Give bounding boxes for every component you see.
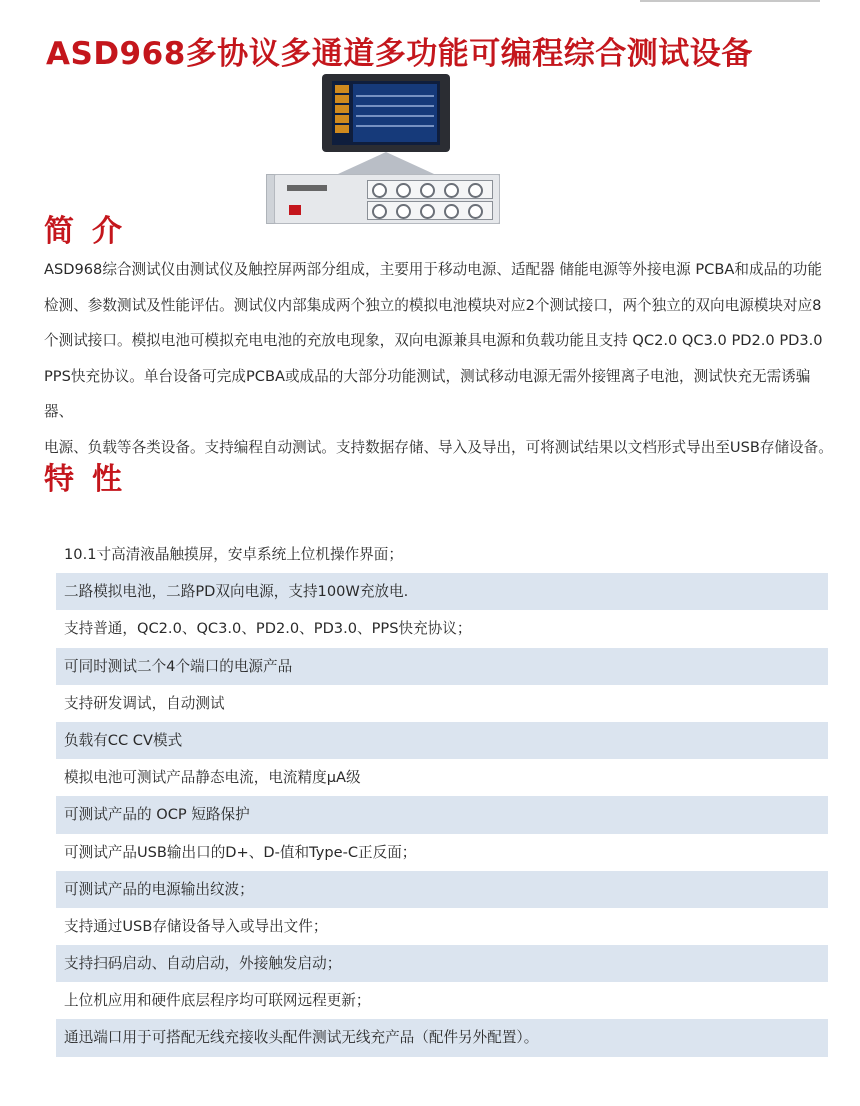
feature-item: 可同时测试二个4个端口的电源产品: [56, 648, 828, 685]
features-list: [56, 536, 828, 1057]
intro-line: PPS快充协议。单台设备可完成PCBA或成品的大部分功能测试，测试移动电源无需外接锂离子电池，测试快充无需诱骗器、: [44, 367, 811, 420]
feature-item: 可测试产品的 OCP 短路保护: [56, 796, 828, 833]
monitor-screen: [332, 81, 440, 145]
tester-chassis: [274, 174, 500, 224]
feature-item: 上位机应用和硬件底层程序均可联网远程更新；: [64, 992, 371, 1010]
feature-item: 支持普通，QC2.0、QC3.0、PD2.0、PD3.0、PPS快充协议；: [64, 620, 472, 638]
touchscreen-monitor: [322, 74, 450, 152]
top-divider: [640, 0, 820, 2]
page-title: ASD968多协议多通道多功能可编程综合测试设备: [46, 36, 753, 72]
brand-plate: [287, 185, 327, 191]
feature-item: 负载有CC CV模式: [56, 722, 828, 759]
intro-paragraph: [44, 252, 836, 465]
power-switch: [289, 205, 301, 215]
feature-item: 支持研发调试，自动测试: [64, 694, 225, 712]
device-illustration: [266, 74, 498, 224]
feature-item: 通迅端口用于可搭配无线充接收头配件测试无线充产品（配件另外配置）。: [56, 1019, 828, 1056]
port-panel-top: [367, 180, 493, 199]
port-panel-bottom: [367, 201, 493, 220]
feature-item: 支持扫码启动、自动启动，外接触发启动；: [56, 945, 828, 982]
intro-line: ASD968综合测试仪由测试仪及触控屏两部分组成，主要用于移动电源、适配器 储能电源等外接电源 PCBA和成品的功能: [44, 261, 822, 278]
intro-line: 检测、参数测试及性能评估。测试仪内部集成两个独立的模拟电池模块对应2个测试接口，两个独立的双向电源模块对应8: [44, 296, 822, 314]
feature-item: 二路模拟电池，二路PD双向电源，支持100W充放电.: [56, 573, 828, 610]
monitor-stand: [338, 152, 434, 174]
features-heading: 特性: [44, 462, 140, 497]
feature-item: 可测试产品USB输出口的D+、D-值和Type-C正反面；: [64, 843, 417, 861]
feature-item: 可测试产品的电源输出纹波；: [56, 871, 828, 908]
intro-heading: 简介: [44, 214, 140, 249]
feature-item: 支持通过USB存储设备导入或导出文件；: [64, 917, 328, 935]
feature-item: 模拟电池可测试产品静态电流，电流精度μA级: [64, 769, 361, 787]
intro-line: 电源、负载等各类设备。支持编程自动测试。支持数据存储、导入及导出，可将测试结果以文档形式导出至USB存储设备。: [44, 438, 833, 456]
feature-item: 10.1寸高清液晶触摸屏，安卓系统上位机操作界面；: [64, 546, 403, 563]
intro-line: 个测试接口。模拟电池可模拟充电电池的充放电现象，双向电源兼具电源和负载功能且支持 QC2.0 QC3.0 PD2.0 PD3.0: [44, 332, 823, 349]
